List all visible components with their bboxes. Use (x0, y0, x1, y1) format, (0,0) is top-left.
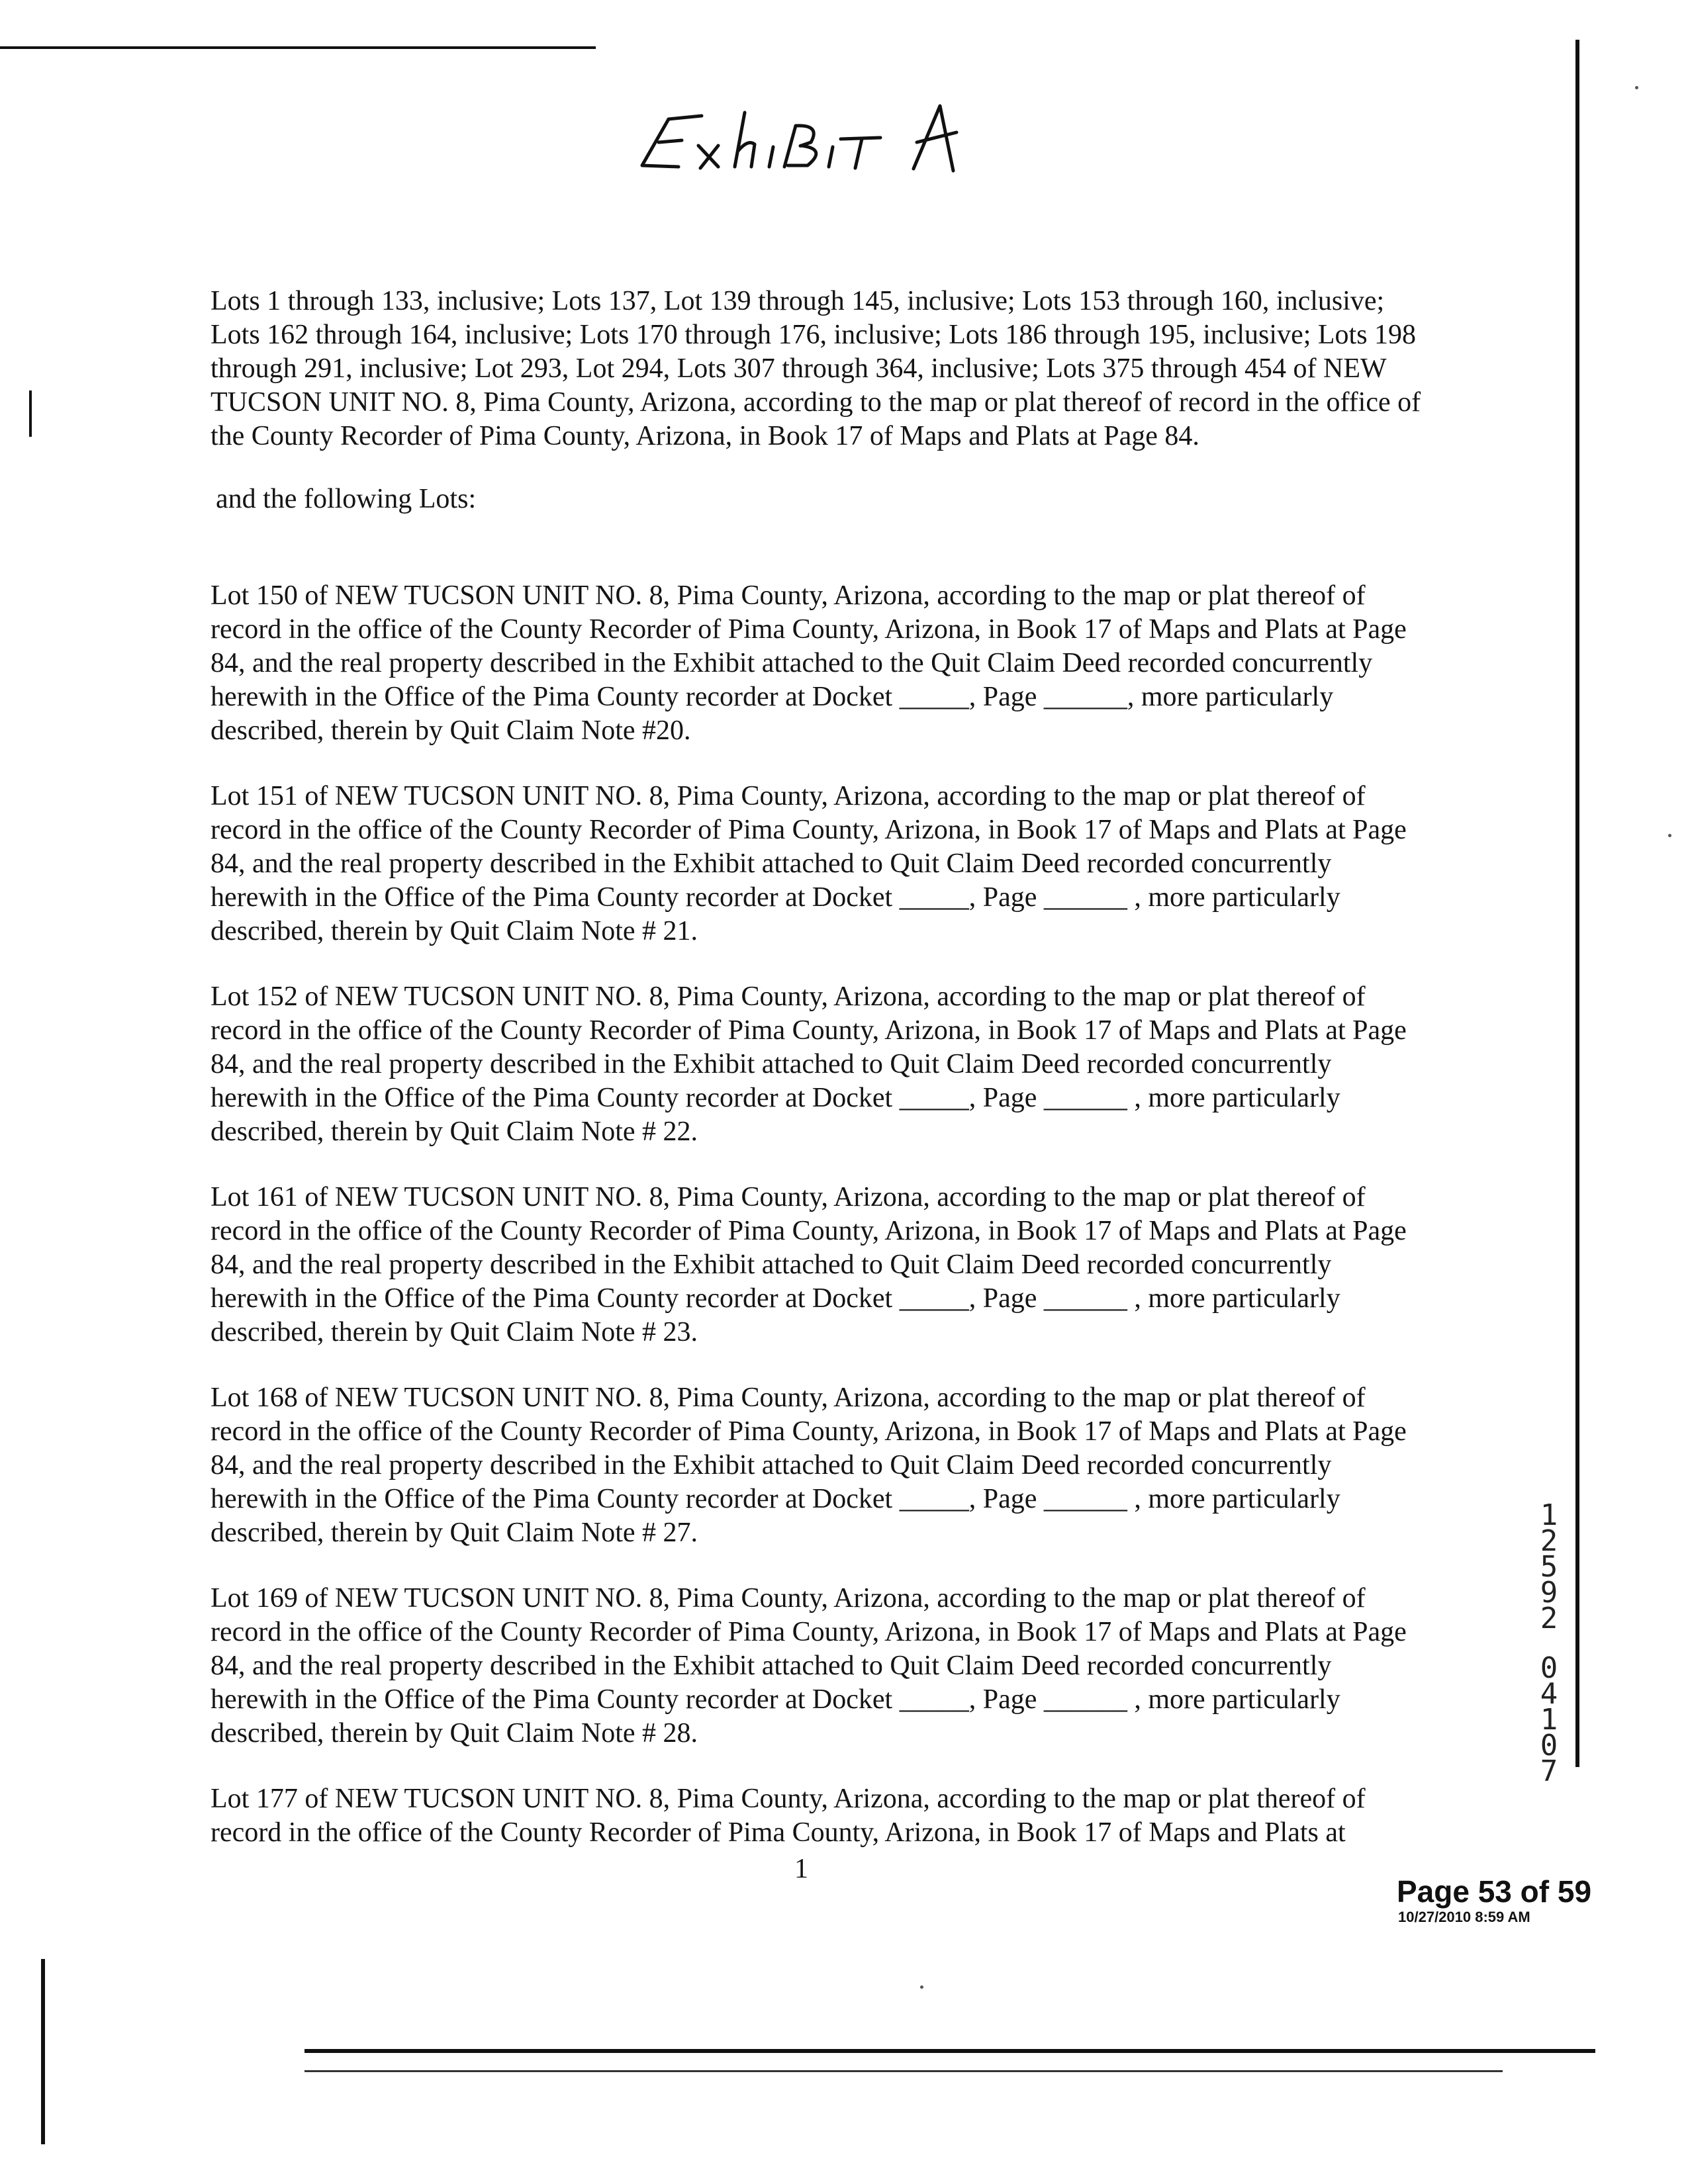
recording-digit: 4 (1540, 1677, 1558, 1711)
stamp-page-count: Page 53 of 59 (1397, 1874, 1592, 1909)
scan-speck (920, 1985, 923, 1989)
recording-digit: 0 (1540, 1651, 1558, 1685)
exhibit-body (211, 285, 1422, 1850)
scan-speck (1668, 834, 1671, 837)
recording-digit: 2 (1540, 1602, 1558, 1635)
left-bottom-rule (41, 1959, 45, 2144)
lot-paragraph: Lot 177 of NEW TUCSON UNIT NO. 8, Pima County, Arizona, according to the map or plat thereof of record in the office of the County Recorder of Pima County, Arizona, in Book 17 of Maps and Plats at (211, 1784, 1366, 1848)
handwritten-title (622, 93, 1086, 185)
scan-speck (1635, 86, 1638, 89)
lot-paragraph: Lot 168 of NEW TUCSON UNIT NO. 8, Pima County, Arizona, according to the map or plat thereof of record in the office of the County Recorder of Pima County, Arizona, in Book 17 of Maps and Plats at Page 84, and the real property described in the Exhibit attached to Quit Claim Deed recorded concurrently herewith in the Office of the Pima County recorder at Docket _____, Page ______ , more particularly described, therein by Quit Claim Note # 27. (211, 1383, 1407, 1548)
recording-digit: 7 (1540, 1754, 1558, 1788)
following-lots-line: and the following Lots: (216, 484, 477, 514)
left-margin-mark (29, 390, 32, 437)
top-rule (0, 46, 596, 49)
page-number: 1 (794, 1854, 808, 1884)
recording-digit: 2 (1540, 1524, 1558, 1558)
lot-paragraph: Lot 152 of NEW TUCSON UNIT NO. 8, Pima County, Arizona, according to the map or plat thereof of record in the office of the County Recorder of Pima County, Arizona, in Book 17 of Maps and Plats at Page 84, and the real property described in the Exhibit attached to Quit Claim Deed recorded concurrently herewith in the Office of the Pima County recorder at Docket _____, Page ______ , more particularly described, therein by Quit Claim Note # 22. (211, 981, 1407, 1147)
recording-digit: 1 (1540, 1703, 1558, 1737)
recording-number (1534, 1498, 1564, 1788)
recording-digit: 1 (1540, 1498, 1558, 1532)
intro-paragraph: Lots 1 through 133, inclusive; Lots 137, Lot 139 through 145, inclusive; Lots 153 through 160, inclusive; Lots 162 through 164, inclusive; Lots 170 through 176, inclusive; Lots 186 through 195, inclusive; Lots 198 through 291, inclusive; Lot 293, Lot 294, Lots 307 through 364, inclusive; Lots 375 through 454 of NEW TUCSON UNIT NO. 8, Pima County, Arizona, according to the map or plat thereof of record in the office of the County Recorder of Pima County, Arizona, in Book 17 of Maps and Plats at Page 84. (211, 286, 1421, 451)
stamp-datetime: 10/27/2010 8:59 AM (1398, 1909, 1530, 1925)
lot-paragraph: Lot 151 of NEW TUCSON UNIT NO. 8, Pima County, Arizona, according to the map or plat thereof of record in the office of the County Recorder of Pima County, Arizona, in Book 17 of Maps and Plats at Page 84, and the real property described in the Exhibit attached to Quit Claim Deed recorded concurrently herewith in the Office of the Pima County recorder at Docket _____, Page ______ , more particularly described, therein by Quit Claim Note # 21. (211, 781, 1407, 946)
handwritten-exhibit-a-drawing (622, 93, 1086, 185)
bottom-rule (305, 2049, 1595, 2053)
recording-digit: 9 (1540, 1576, 1558, 1610)
right-margin-rule (1575, 40, 1579, 1767)
lot-paragraph: Lot 161 of NEW TUCSON UNIT NO. 8, Pima County, Arizona, according to the map or plat thereof of record in the office of the County Recorder of Pima County, Arizona, in Book 17 of Maps and Plats at Page 84, and the real property described in the Exhibit attached to Quit Claim Deed recorded concurrently herewith in the Office of the Pima County recorder at Docket _____, Page ______ , more particularly described, therein by Quit Claim Note # 23. (211, 1182, 1407, 1347)
recording-digit: 0 (1540, 1729, 1558, 1762)
recorder-stamp (1397, 1874, 1595, 1926)
bottom-thin-rule (305, 2070, 1503, 2072)
lot-paragraph: Lot 150 of NEW TUCSON UNIT NO. 8, Pima County, Arizona, according to the map or plat thereof of record in the office of the County Recorder of Pima County, Arizona, in Book 17 of Maps and Plats at Page 84, and the real property described in the Exhibit attached to the Quit Claim Deed recorded concurrently herewith in the Office of the Pima County recorder at Docket _____, Page ______, more particularly described, therein by Quit Claim Note #20. (211, 580, 1407, 746)
lot-paragraph: Lot 169 of NEW TUCSON UNIT NO. 8, Pima County, Arizona, according to the map or plat thereof of record in the office of the County Recorder of Pima County, Arizona, in Book 17 of Maps and Plats at Page 84, and the real property described in the Exhibit attached to Quit Claim Deed recorded concurrently herewith in the Office of the Pima County recorder at Docket _____, Page ______ , more particularly described, therein by Quit Claim Note # 28. (211, 1583, 1407, 1749)
recording-digit: 5 (1540, 1550, 1558, 1584)
